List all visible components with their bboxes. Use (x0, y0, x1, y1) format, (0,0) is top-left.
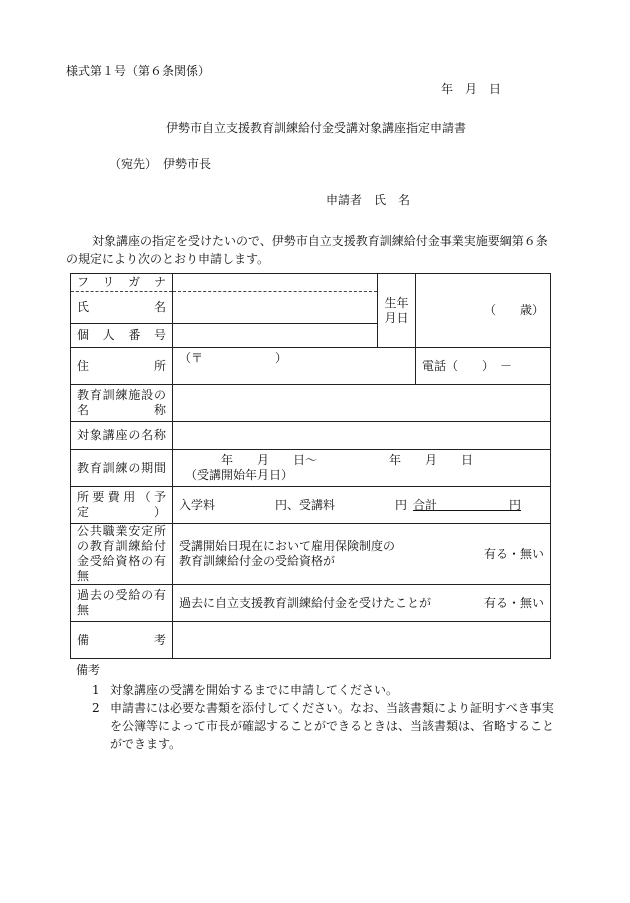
form-number: 様式第１号（第６条関係） (66, 64, 211, 78)
address-field[interactable] (173, 348, 416, 385)
remarks-field[interactable] (173, 622, 551, 659)
eligibility-field[interactable] (173, 524, 551, 585)
past-receipt-choice[interactable]: 有る・無い (483, 595, 544, 610)
facility-field[interactable] (173, 385, 551, 422)
note-item (80, 699, 560, 753)
notes-title: 備考 (76, 663, 101, 677)
period-field[interactable] (173, 450, 551, 487)
name-label: 氏名 (71, 292, 173, 324)
course-label: 対象講座の名称 (71, 422, 173, 450)
addressee: （宛先） 伊勢市長 (109, 157, 212, 171)
phone-field[interactable] (416, 348, 551, 385)
note-number: 2 (92, 701, 100, 715)
notes-list (70, 681, 560, 753)
document-title: 伊勢市自立支援教育訓練給付金受講対象講座指定申請書 (166, 121, 467, 135)
past-receipt-row (179, 596, 544, 611)
age-value: （ 歳） (483, 303, 544, 317)
cost-field[interactable] (173, 487, 551, 524)
individual-number-label: 個人番号 (71, 324, 173, 348)
eligibility-text-line1: 受講開始日現在において雇用保険制度の (179, 539, 396, 553)
applicant-name-label: 申請者 氏 名 (326, 193, 411, 207)
eligibility-text (179, 539, 395, 569)
birthdate-label (378, 274, 416, 348)
period-label: 教育訓練の期間 (71, 450, 173, 487)
past-receipt-label: 過去の受給の有無 (71, 585, 173, 622)
phone-value: 電話（ ） － (422, 358, 513, 373)
eligibility-row (179, 539, 544, 569)
past-receipt-text: 過去に自立支援教育訓練給付金を受けたことが (179, 595, 432, 610)
furigana-label: フリガナ (71, 274, 173, 292)
eligibility-text-line2: 教育訓練給付金の受給資格が (179, 554, 336, 568)
individual-number-field[interactable] (173, 324, 378, 348)
past-receipt-field[interactable] (173, 585, 551, 622)
birthdate-label-line1: 生年 (384, 295, 409, 310)
name-field[interactable] (173, 292, 378, 324)
period-dates: 年 月 日～ 年 月 日 (221, 453, 474, 467)
note-text: 申請書には必要な書類を添付してください。なお、当該書類により証明すべき事実を公簿等によって市長が確認することができるときは、当該書類は、省略することができます。 (110, 701, 555, 751)
eligibility-label: 公共職業安定所の教育訓練給付金受給資格の有無 (71, 524, 173, 585)
cost-total: 合計 円 (413, 497, 522, 512)
eligibility-choice[interactable]: 有る・無い (483, 546, 544, 561)
course-field[interactable] (173, 422, 551, 450)
cost-entrance: 入学料 円、受講料 円 (179, 497, 408, 512)
note-item (80, 681, 560, 699)
date-placeholder: 年 月 日 (441, 82, 502, 96)
age-field[interactable] (416, 274, 551, 348)
birthdate-label-line2: 月日 (384, 310, 409, 325)
postal-value: （〒 ） (179, 351, 288, 365)
address-label: 住所 (71, 348, 173, 385)
remarks-label: 備考 (71, 622, 173, 659)
cost-label: 所要費用（予定） (71, 487, 173, 524)
note-text: 対象講座の受講を開始するまでに申請してください。 (110, 683, 399, 697)
period-start-note: （受講開始年月日） (185, 468, 294, 482)
application-table (70, 273, 551, 659)
note-number: 1 (92, 683, 100, 697)
notes-section (70, 661, 560, 753)
furigana-field[interactable] (173, 274, 378, 292)
intro-paragraph: 対象講座の指定を受けたいので、伊勢市自立支援教育訓練給付金事業実施要綱第６条の規定により次のとおり申請します。 (66, 234, 548, 266)
facility-label: 教育訓練施設の名称 (71, 385, 173, 422)
